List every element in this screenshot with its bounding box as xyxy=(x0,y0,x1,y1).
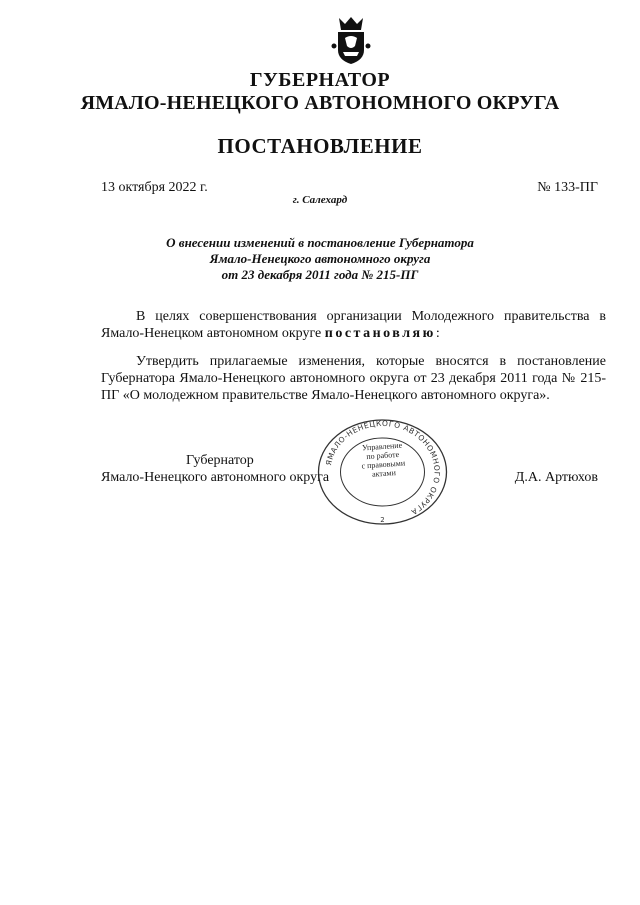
header-title: ГУБЕРНАТОР xyxy=(249,69,391,91)
document-type: ПОСТАНОВЛЕНИЕ xyxy=(217,134,423,158)
stamp-number: 2 xyxy=(380,516,385,524)
header-region: ЯМАЛО-НЕНЕЦКОГО АВТОНОМНОГО ОКРУГА xyxy=(80,92,560,114)
signer-position-title: Губернатор xyxy=(186,453,254,468)
resolve-word: постановляю xyxy=(324,326,436,341)
subject-line-1: О внесении изменений в постановление Губернатора xyxy=(166,235,474,250)
document-date: 13 октября 2022 г. xyxy=(101,180,208,195)
stamp-center-text xyxy=(346,440,420,481)
coat-of-arms-icon xyxy=(331,16,371,66)
stamp-center-line-4: актами xyxy=(371,468,397,479)
document-city: г. Салехард xyxy=(292,194,348,206)
document-number: № 133-ПГ xyxy=(537,180,598,195)
stamp-center-line-3: с правовыми xyxy=(361,458,406,471)
body-paragraph-1 xyxy=(101,308,606,342)
subject-line-3: от 23 декабря 2011 года № 215-ПГ xyxy=(221,267,419,282)
subject-line-2: Ямало-Ненецкого автономного округа xyxy=(209,251,431,266)
paragraph-1-text: В целях совершенствования организации Молодежного правительства в Ямало-Ненецком автономном округе xyxy=(101,309,606,341)
stamp-center-line-2: по работе xyxy=(365,449,400,462)
body-paragraph-2: Утвердить прилагаемые изменения, которые вносятся в постановление Губернатора Ямало-Ненецкого автономного округа от 23 декабря 2011 года № 215-ПГ «О молодежном правительстве Ямало-Ненецкого автономного округа». xyxy=(101,354,606,403)
stamp-ring-text: ЯМАЛО-НЕНЕЦКОГО АВТОНОМНОГО ОКРУГА xyxy=(324,418,442,517)
paragraph-1-end: : xyxy=(435,326,440,341)
stamp-center-line-1: Управление xyxy=(361,440,403,453)
document-subject xyxy=(0,235,640,283)
signer-name: Д.А. Артюхов xyxy=(514,470,598,485)
signer-position-region: Ямало-Ненецкого автономного округа xyxy=(101,470,330,485)
